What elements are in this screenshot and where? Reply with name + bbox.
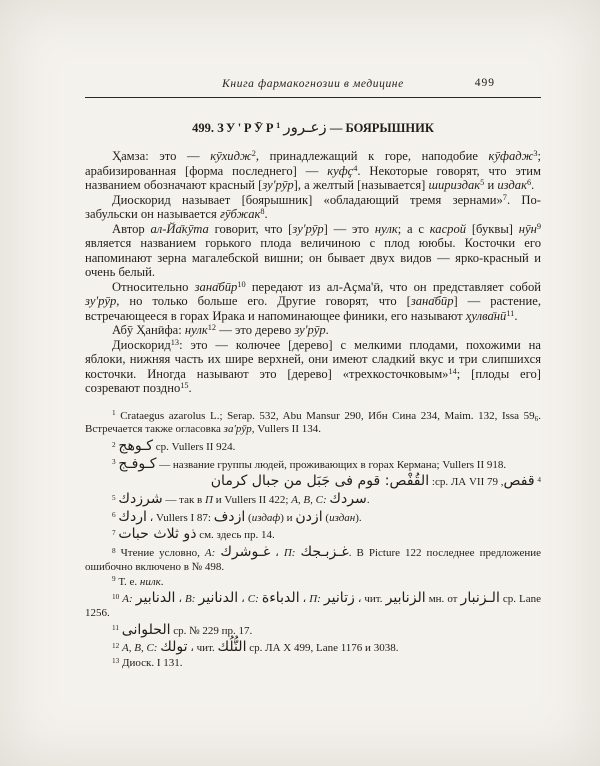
- footnote-12: [85, 639, 541, 656]
- text-segment: . Встречается также огласовка: [85, 409, 542, 436]
- text-segment: ) и: [280, 511, 296, 524]
- text-segment: БОЯРЫШНИК: [345, 121, 434, 135]
- text-segment: .: [366, 494, 370, 507]
- text-segment: издаф: [251, 511, 281, 524]
- text-segment: ср. Lane 1256.: [85, 593, 542, 619]
- footnote-ref: 9: [536, 221, 542, 231]
- arabic-text: ذو ثلاث حبات: [118, 526, 197, 543]
- text-segment: зу'рӯр: [292, 221, 324, 236]
- footnote-ref: 7: [502, 192, 507, 202]
- text-segment: касрой: [429, 221, 467, 236]
- text-segment: .: [188, 381, 192, 395]
- footnote-3: [85, 456, 541, 473]
- footnote-ref: 9: [112, 575, 116, 584]
- arabic-text: غـوشرك: [220, 544, 271, 561]
- text-segment: .: [160, 575, 164, 588]
- arabic-text: الزنابير: [385, 590, 426, 607]
- text-segment: издак: [497, 178, 527, 192]
- text-segment: .: [325, 323, 329, 337]
- text-segment: ، чит.: [354, 593, 386, 606]
- text-segment: и: [484, 178, 498, 192]
- text-segment: ).: [355, 511, 362, 524]
- text-segment: ،: [175, 593, 186, 606]
- footnote-ref: 5: [480, 178, 485, 188]
- arabic-text: النُّلُك: [217, 639, 247, 656]
- entry-title: [85, 118, 541, 138]
- arabic-text: شرزدك: [118, 491, 163, 508]
- footnote-ref: 14: [448, 366, 457, 376]
- footnote-5: [85, 491, 541, 508]
- footnote-ref: 10: [112, 592, 120, 601]
- page-content: [85, 78, 541, 672]
- paragraph: [85, 222, 541, 280]
- footnote-ref: 1: [276, 121, 281, 131]
- arabic-text: سردك: [329, 491, 367, 508]
- text-segment: зу'рӯр: [85, 294, 117, 308]
- text-segment: ، Vullers I 87:: [146, 511, 214, 524]
- text-segment: ҳулва̄нӣ: [465, 308, 507, 323]
- footnote-ref: 15: [180, 381, 189, 391]
- text-segment: зана̄бӣр: [194, 279, 238, 294]
- text-segment: за'рӯр: [223, 423, 252, 436]
- text-segment: В:: [185, 593, 196, 606]
- header-rule: [85, 97, 541, 98]
- arabic-text: الدنابير: [135, 590, 176, 607]
- text-segment: ЗУ'РӮР: [217, 121, 277, 135]
- arabic-text: اردك: [118, 508, 147, 525]
- text-segment: ، чит.: [187, 642, 218, 655]
- paragraph: [85, 193, 541, 222]
- text-segment: ،: [270, 547, 284, 560]
- text-segment: —: [326, 121, 346, 135]
- text-segment: А:: [204, 547, 216, 560]
- running-title: Книга фармакогнозии в медицине: [222, 78, 404, 90]
- arabic-text: الـزنبار: [460, 590, 500, 607]
- text-segment: . В Picture 122 последнее предложение ошибочно включено в № 498.: [85, 547, 542, 573]
- text-segment: передают из ал-Аҫма'ӣ, что он представляет собой: [245, 279, 541, 294]
- text-segment: говорит, что [: [208, 221, 293, 236]
- text-segment: издан: [329, 511, 356, 524]
- arabic-text: زتانير: [323, 590, 355, 607]
- text-segment: , ср. ЛА VII 79:: [429, 476, 504, 489]
- arabic-text: زعـرور: [283, 118, 327, 136]
- text-segment: является названием горького плода величиною с плод ююбы. Косточки его напоминают зерна магалебской вишни; он бывает двух видов — ярко-красный и очень белый.: [85, 236, 541, 279]
- text-segment: 499.: [192, 121, 218, 135]
- text-segment: , Vullers II 134.: [251, 423, 322, 436]
- footnote-ref: 2: [251, 149, 256, 159]
- arabic-text: تولك: [160, 639, 188, 656]
- text-segment: нулк: [184, 323, 208, 337]
- arabic-text: كـوفـج: [118, 455, 157, 472]
- text-segment: Диоскорид: [112, 337, 171, 352]
- text-segment: Автор: [112, 221, 151, 236]
- text-segment: .: [264, 207, 268, 221]
- footnote-ref: 8: [112, 546, 116, 555]
- text-segment: зу'рӯр: [262, 178, 294, 192]
- text-segment: 6: [534, 414, 539, 423]
- footnote-ref: 6: [526, 178, 532, 188]
- paragraph: [85, 338, 541, 396]
- text-segment: ،: [238, 593, 248, 606]
- text-segment: (: [322, 511, 330, 524]
- text-segment: ; а с: [397, 221, 430, 236]
- footnote-4: [85, 473, 541, 490]
- text-segment: нилк: [139, 575, 161, 588]
- text-segment: А, В, С:: [291, 494, 327, 507]
- text-segment: ғӯбжак: [219, 207, 261, 221]
- text-segment: Чтение условно,: [120, 547, 205, 560]
- text-segment: ; [плоды его] созревают поздно: [85, 366, 541, 395]
- text-segment: мн. от: [425, 593, 461, 606]
- text-segment: куфҫ: [327, 163, 354, 178]
- text-segment: ср. ЛА X 499, Lane 1176 и 3038.: [246, 642, 399, 655]
- footnote-11: [85, 622, 541, 639]
- text-segment: П: [205, 494, 213, 507]
- footnote-6: [85, 509, 541, 526]
- footnote-ref: 11: [506, 308, 515, 318]
- text-segment: , принадлежащий к горе, наподобие: [255, 149, 489, 163]
- text-segment: Абӯ Ҳанӣфа:: [112, 323, 185, 337]
- footnote-2: [85, 438, 541, 455]
- text-segment: ал-Йа̄кӯта: [150, 221, 209, 236]
- paragraph: [85, 323, 541, 338]
- footnote-8: [85, 544, 541, 574]
- text-segment: [буквы]: [466, 221, 519, 236]
- footnote-ref: 4: [353, 163, 358, 173]
- footnote-ref: 1: [112, 409, 116, 418]
- text-segment: и Vullers II 422;: [212, 494, 292, 507]
- footnote-1: [85, 410, 541, 437]
- text-segment: — это дерево: [216, 323, 295, 337]
- text-segment: А, В, С:: [122, 642, 158, 655]
- footnote-ref: 3: [112, 458, 116, 467]
- footnote-7: [85, 526, 541, 543]
- text-segment: П:: [309, 593, 321, 606]
- footnote-ref: 5: [112, 493, 116, 502]
- text-segment: .: [514, 308, 518, 323]
- arabic-text: الحلوانى: [121, 621, 171, 638]
- text-segment: . Некоторые говорят, что этим названием обозначают красный [: [85, 163, 541, 192]
- text-segment: П:: [283, 547, 296, 560]
- text-segment: кӯхидж: [210, 149, 252, 163]
- footnote-ref: 11: [112, 624, 119, 633]
- text-segment: . По-забульски он называется: [85, 192, 541, 221]
- text-segment: , но только больше его. Другие говорят, что [: [116, 294, 411, 308]
- footnote-ref: 8: [260, 207, 265, 217]
- text-segment: (: [245, 511, 252, 524]
- text-segment: ; арабизированная [форма последнего] —: [85, 149, 542, 178]
- arabic-text: ازدن: [295, 508, 323, 525]
- footnote-ref: 10: [237, 279, 246, 289]
- text-segment: ср. Vullers II 924.: [153, 440, 236, 453]
- text-segment: .: [531, 178, 535, 192]
- text-segment: ،: [299, 593, 310, 606]
- text-segment: А:: [122, 593, 133, 606]
- footnote-ref: 2: [112, 440, 116, 449]
- footnote-ref: 13: [112, 656, 120, 665]
- footnote-ref: 12: [207, 323, 217, 333]
- text-segment: ср. № 229 пр. 17.: [170, 624, 253, 637]
- footnote-ref: 13: [170, 337, 180, 347]
- footnote-ref: 6: [112, 511, 116, 520]
- arabic-text: الدنانير: [198, 590, 239, 607]
- footnote-9: [85, 576, 541, 590]
- arabic-text: الدباءة: [261, 590, 300, 607]
- paragraph: [85, 149, 541, 193]
- footnotes: [85, 410, 541, 671]
- text-segment: Относительно: [112, 279, 195, 294]
- running-head: [85, 78, 541, 93]
- footnote-ref: 3: [533, 149, 538, 159]
- page-number: 499: [474, 77, 495, 89]
- text-segment: Диоскорид называет [боярышник] «обладающий тремя зернами»: [112, 192, 503, 207]
- text-segment: ] — растение, встречающееся в горах Ирака и напоминающее финики, его называют: [85, 294, 541, 323]
- text-segment: шириздак: [428, 178, 481, 192]
- arabic-text: القُفْص: قوم فى جَبَل من جبال كرمان: [210, 473, 430, 490]
- text-segment: кӯфадж: [488, 149, 534, 163]
- text-segment: нӯн: [518, 221, 537, 236]
- footnote-ref: 12: [112, 642, 120, 651]
- arabic-text: قفص: [503, 473, 535, 490]
- text-segment: Ҳамза: это —: [112, 149, 211, 163]
- footnote-13: [85, 657, 541, 671]
- text-segment: зана̄бӣр: [410, 294, 454, 308]
- text-segment: С:: [247, 593, 259, 606]
- text-segment: Диоск. I 131.: [122, 657, 183, 670]
- footnote-10: [85, 590, 541, 620]
- text-segment: Т. е.: [118, 575, 140, 588]
- text-segment: зу'рӯр: [294, 323, 326, 337]
- text-segment: см. здесь пр. 14.: [196, 529, 275, 542]
- arabic-text: كـوهج: [118, 437, 153, 454]
- footnote-ref: 4: [537, 476, 541, 485]
- text-segment: — так в: [162, 494, 205, 507]
- paragraph: [85, 280, 541, 324]
- text-segment: ], а желтый [называется]: [293, 178, 429, 192]
- arabic-text: ازدف: [213, 508, 246, 525]
- main-text: [85, 149, 541, 396]
- text-segment: — название группы людей, проживающих в горах Кермана; Vullers II 918.: [156, 458, 507, 471]
- text-segment: : это — колючее [дерево] с мелкими плодами, похожими на яблоки, нижняя часть их шире верхней, они имеют сладкий вкус и три слипшихся косточки. Иногда называют это [дерево] «трехкосточковым»: [85, 337, 541, 381]
- text-segment: нулк: [374, 221, 398, 236]
- text-segment: ] — это: [323, 221, 375, 236]
- arabic-text: غـزبـجك: [300, 544, 349, 561]
- text-segment: Crataegus azarolus L.; Serap. 532, Abu Mansur 290, Ибн Сина 234, Maim. 132, Issa 59: [120, 409, 535, 422]
- footnote-ref: 7: [112, 529, 116, 538]
